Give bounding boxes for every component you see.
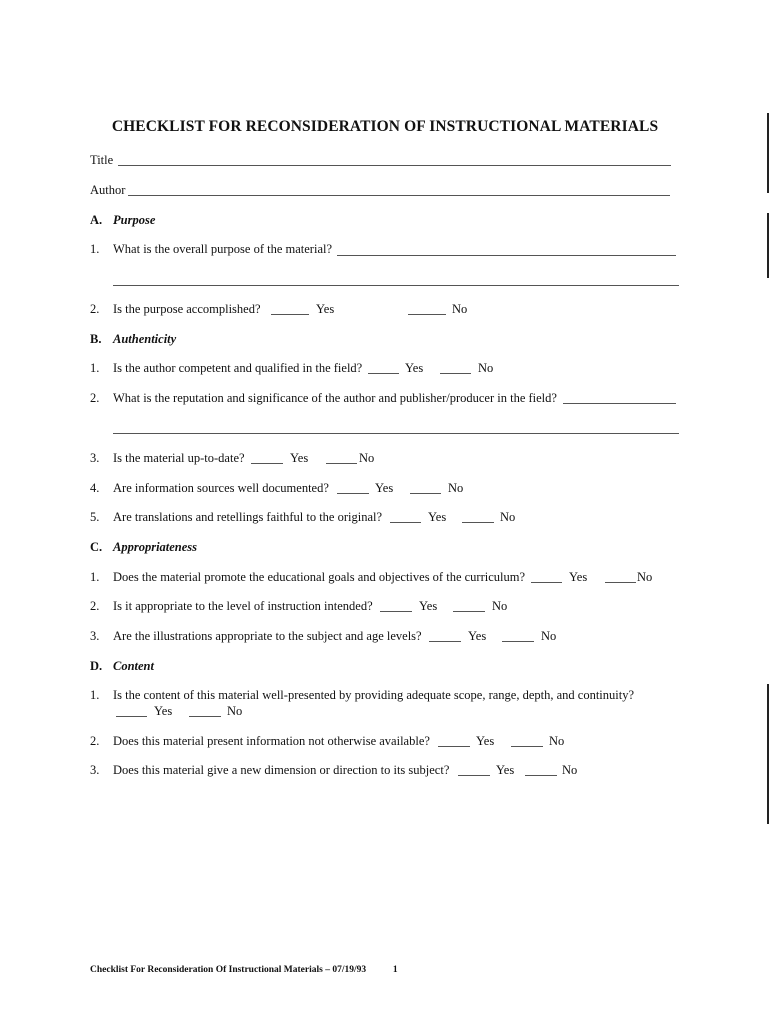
yes-checkbox-line[interactable] [531, 582, 562, 583]
question-number: 1. [90, 242, 100, 256]
answer-line[interactable] [113, 433, 679, 434]
yes-checkbox-line[interactable] [380, 611, 412, 612]
question-number: 5. [90, 510, 100, 524]
yes-label: Yes [419, 599, 438, 613]
author-field-label: Author [90, 183, 126, 197]
yes-label: Yes [290, 451, 309, 465]
yes-checkbox-line[interactable] [368, 373, 399, 374]
question-number: 2. [90, 599, 100, 613]
yes-label: Yes [154, 704, 173, 718]
question-text: Are the illustrations appropriate to the subject and age levels? [113, 629, 422, 643]
edge-mark [767, 213, 769, 278]
edge-mark [767, 113, 769, 193]
yes-label: Yes [476, 734, 495, 748]
no-label: No [562, 763, 578, 777]
question-number: 1. [90, 361, 100, 375]
question-text: Does this material present information not otherwise available? [113, 734, 430, 748]
page-number: 1 [392, 965, 398, 975]
yes-checkbox-line[interactable] [429, 641, 461, 642]
yes-checkbox-line[interactable] [251, 463, 283, 464]
question-number: 2. [90, 302, 100, 316]
section-c-heading: Appropriateness [113, 540, 198, 554]
section-d-heading: Content [113, 659, 154, 673]
question-number: 1. [90, 688, 100, 702]
no-label: No [448, 481, 464, 495]
footer-text: Checklist For Reconsideration Of Instructional Materials – 07/19/93 [90, 965, 367, 975]
question-number: 2. [90, 391, 100, 405]
yes-label: Yes [496, 763, 515, 777]
no-checkbox-line[interactable] [462, 522, 494, 523]
question-text: Is the author competent and qualified in the field? [113, 361, 363, 375]
yes-label: Yes [405, 361, 424, 375]
author-field-line[interactable] [128, 195, 670, 196]
section-a-heading: Purpose [113, 213, 156, 227]
no-label: No [452, 302, 468, 316]
question-text: Is the material up-to-date? [113, 451, 245, 465]
yes-checkbox-line[interactable] [116, 716, 147, 717]
yes-label: Yes [428, 510, 447, 524]
question-text: Is it appropriate to the level of instruction intended? [113, 599, 373, 613]
no-checkbox-line[interactable] [453, 611, 485, 612]
no-checkbox-line[interactable] [502, 641, 534, 642]
question-number: 4. [90, 481, 100, 495]
title-field-label: Title [90, 153, 114, 167]
page-footer [90, 965, 398, 975]
section-b-letter: B. [90, 332, 102, 346]
question-text: Are information sources well documented? [113, 481, 329, 495]
question-number: 3. [90, 763, 100, 777]
no-checkbox-line[interactable] [525, 775, 557, 776]
question-text: Does the material promote the educational goals and objectives of the curriculum? [113, 570, 526, 584]
no-checkbox-line[interactable] [605, 582, 636, 583]
question-number: 1. [90, 570, 100, 584]
question-text: What is the reputation and significance of the author and publisher/producer in the field? [113, 391, 557, 405]
yes-checkbox-line[interactable] [390, 522, 421, 523]
no-checkbox-line[interactable] [511, 746, 543, 747]
answer-line[interactable] [113, 285, 679, 286]
page-title: CHECKLIST FOR RECONSIDERATION OF INSTRUCTIONAL MATERIALS [111, 118, 659, 135]
yes-label: Yes [468, 629, 487, 643]
question-text: Does this material give a new dimension or direction to its subject? [113, 763, 450, 777]
yes-checkbox-line[interactable] [337, 493, 369, 494]
yes-label: Yes [316, 302, 335, 316]
no-checkbox-line[interactable] [189, 716, 221, 717]
answer-line[interactable] [563, 403, 676, 404]
no-checkbox-line[interactable] [440, 373, 471, 374]
question-text: Is the content of this material well-presented by providing adequate scope, range, depth, and continuity? [113, 688, 635, 702]
edge-mark [767, 684, 769, 824]
no-checkbox-line[interactable] [410, 493, 441, 494]
section-b-heading: Authenticity [113, 332, 177, 346]
question-number: 3. [90, 629, 100, 643]
yes-label: Yes [569, 570, 588, 584]
no-label: No [492, 599, 508, 613]
no-label: No [549, 734, 565, 748]
yes-checkbox-line[interactable] [271, 314, 309, 315]
no-label: No [478, 361, 494, 375]
yes-checkbox-line[interactable] [458, 775, 490, 776]
no-label: No [500, 510, 516, 524]
answer-line[interactable] [337, 255, 676, 256]
question-text: Is the purpose accomplished? [113, 302, 261, 316]
question-number: 2. [90, 734, 100, 748]
no-label: No [637, 570, 653, 584]
question-number: 3. [90, 451, 100, 465]
no-checkbox-line[interactable] [326, 463, 357, 464]
no-checkbox-line[interactable] [408, 314, 446, 315]
yes-label: Yes [375, 481, 394, 495]
section-c-letter: C. [90, 540, 103, 554]
question-text: Are translations and retellings faithful to the original? [113, 510, 383, 524]
title-field-line[interactable] [118, 165, 671, 166]
question-text: What is the overall purpose of the material? [113, 242, 333, 256]
no-label: No [227, 704, 243, 718]
no-label: No [541, 629, 557, 643]
yes-checkbox-line[interactable] [438, 746, 470, 747]
no-label: No [359, 451, 375, 465]
section-d-letter: D. [90, 659, 103, 673]
section-a-letter: A. [90, 213, 103, 227]
